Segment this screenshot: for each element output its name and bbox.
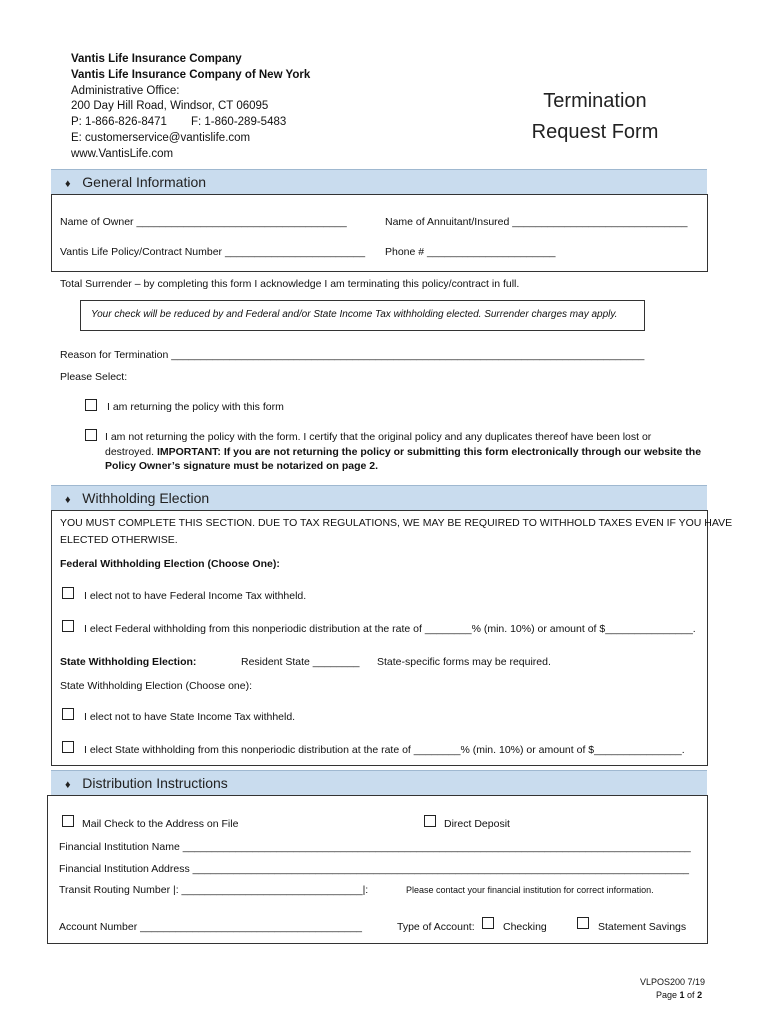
returning-policy-label: I am returning the policy with this form: [107, 401, 284, 413]
state-no-withhold-checkbox[interactable]: [62, 708, 74, 720]
checking-label: Checking: [503, 921, 547, 933]
state-heading: State Withholding Election:: [60, 656, 197, 668]
diamond-icon: ♦: [65, 178, 71, 190]
reason-field[interactable]: Reason for Termination _________________________________________________________________________________: [60, 349, 645, 361]
federal-withhold-label[interactable]: I elect Federal withholding from this nonperiodic distribution at the rate of ________% (min. 10%) or amount of $_______________.: [84, 623, 696, 635]
state-withhold-label[interactable]: I elect State withholding from this nonperiodic distribution at the rate of ________% (min. 10%) or amount of $_______________.: [84, 744, 685, 756]
owner-name-field[interactable]: Name of Owner ____________________________________: [60, 216, 347, 228]
not-returning-line1: I am not returning the policy with the form. I certify that the original policy and any duplicates thereof have been lost or: [105, 431, 652, 443]
tax-notice-line1: YOU MUST COMPLETE THIS SECTION. DUE TO TAX REGULATIONS, WE MAY BE REQUIRED TO WITHHOLD TAXES EVEN IF YOU HAVE: [60, 517, 733, 529]
title-line-2: Request Form: [531, 121, 659, 143]
website: www.VantisLife.com: [71, 148, 174, 160]
savings-label: Statement Savings: [598, 921, 687, 933]
savings-checkbox[interactable]: [577, 917, 589, 929]
form-code: VLPOS200 7/19: [640, 977, 706, 987]
section-general-information: [51, 169, 707, 195]
not-returning-policy-checkbox[interactable]: [85, 429, 97, 441]
diamond-icon: ♦: [65, 779, 71, 791]
email: E: customerservice@vantislife.com: [71, 132, 251, 144]
general-info-box: [51, 194, 708, 272]
state-no-withhold-label: I elect not to have State Income Tax withheld.: [84, 711, 296, 723]
total-surrender-text: Total Surrender – by completing this form I acknowledge I am terminating this policy/contract in full.: [60, 278, 520, 290]
routing-number-field[interactable]: Transit Routing Number |: _______________________________|:: [59, 884, 369, 896]
policy-number-field[interactable]: Vantis Life Policy/Contract Number ________________________: [60, 246, 366, 258]
phone-field[interactable]: Phone # ______________________: [385, 246, 556, 258]
direct-deposit-label: Direct Deposit: [444, 818, 510, 830]
state-withhold-checkbox[interactable]: [62, 741, 74, 753]
annuitant-name-field[interactable]: Name of Annuitant/Insured ______________________________: [385, 216, 688, 228]
page-number: Page 1 of 2: [656, 990, 703, 1000]
section-withholding-election: [51, 485, 707, 511]
mail-check-checkbox[interactable]: [62, 815, 74, 827]
phone: P: 1-866-826-8471: [71, 116, 167, 128]
notarized-note: Policy Owner’s signature must be notarized on page 2.: [105, 460, 379, 472]
institution-name-field[interactable]: Financial Institution Name _______________________________________________________________________________________: [59, 841, 691, 853]
fax: F: 1-860-289-5483: [191, 116, 287, 128]
resident-state-field[interactable]: Resident State ________: [241, 656, 360, 668]
federal-heading: Federal Withholding Election (Choose One):: [60, 558, 280, 570]
account-number-field[interactable]: Account Number ______________________________________: [59, 921, 363, 933]
routing-contact-note: Please contact your financial institution for correct information.: [406, 885, 654, 895]
state-choose-label: State Withholding Election (Choose one):: [60, 680, 253, 692]
checking-checkbox[interactable]: [482, 917, 494, 929]
company-name: Vantis Life Insurance Company: [71, 53, 242, 65]
not-returning-line2: destroyed. IMPORTANT: If you are not returning the policy or submitting this form electronically through our website the: [105, 446, 702, 458]
direct-deposit-checkbox[interactable]: [424, 815, 436, 827]
institution-address-field[interactable]: Financial Institution Address _____________________________________________________________________________________: [59, 863, 690, 875]
office-label: Administrative Office:: [71, 85, 180, 97]
section-heading: General Information: [82, 174, 207, 190]
please-select-label: Please Select:: [60, 371, 128, 383]
federal-no-withhold-checkbox[interactable]: [62, 587, 74, 599]
withholding-note: Your check will be reduced by and Federal and/or State Income Tax withholding elected. Surrender charges may apply.: [80, 300, 645, 331]
company-name-ny: Vantis Life Insurance Company of New York: [71, 69, 311, 81]
section-distribution-instructions: [51, 770, 707, 796]
form-title: [520, 86, 670, 148]
returning-policy-checkbox[interactable]: [85, 399, 97, 411]
federal-withhold-checkbox[interactable]: [62, 620, 74, 632]
diamond-icon: ♦: [65, 494, 71, 506]
section-heading: Distribution Instructions: [82, 775, 228, 791]
mail-check-label: Mail Check to the Address on File: [82, 818, 239, 830]
section-heading: Withholding Election: [82, 490, 210, 506]
withholding-box: [51, 510, 708, 766]
federal-no-withhold-label: I elect not to have Federal Income Tax withheld.: [84, 590, 307, 602]
state-forms-note: State-specific forms may be required.: [377, 656, 551, 668]
account-type-label: Type of Account:: [397, 921, 475, 933]
title-line-1: Termination: [543, 90, 647, 112]
tax-notice-line2: ELECTED OTHERWISE.: [60, 534, 178, 546]
address: 200 Day Hill Road, Windsor, CT 06095: [71, 100, 269, 112]
